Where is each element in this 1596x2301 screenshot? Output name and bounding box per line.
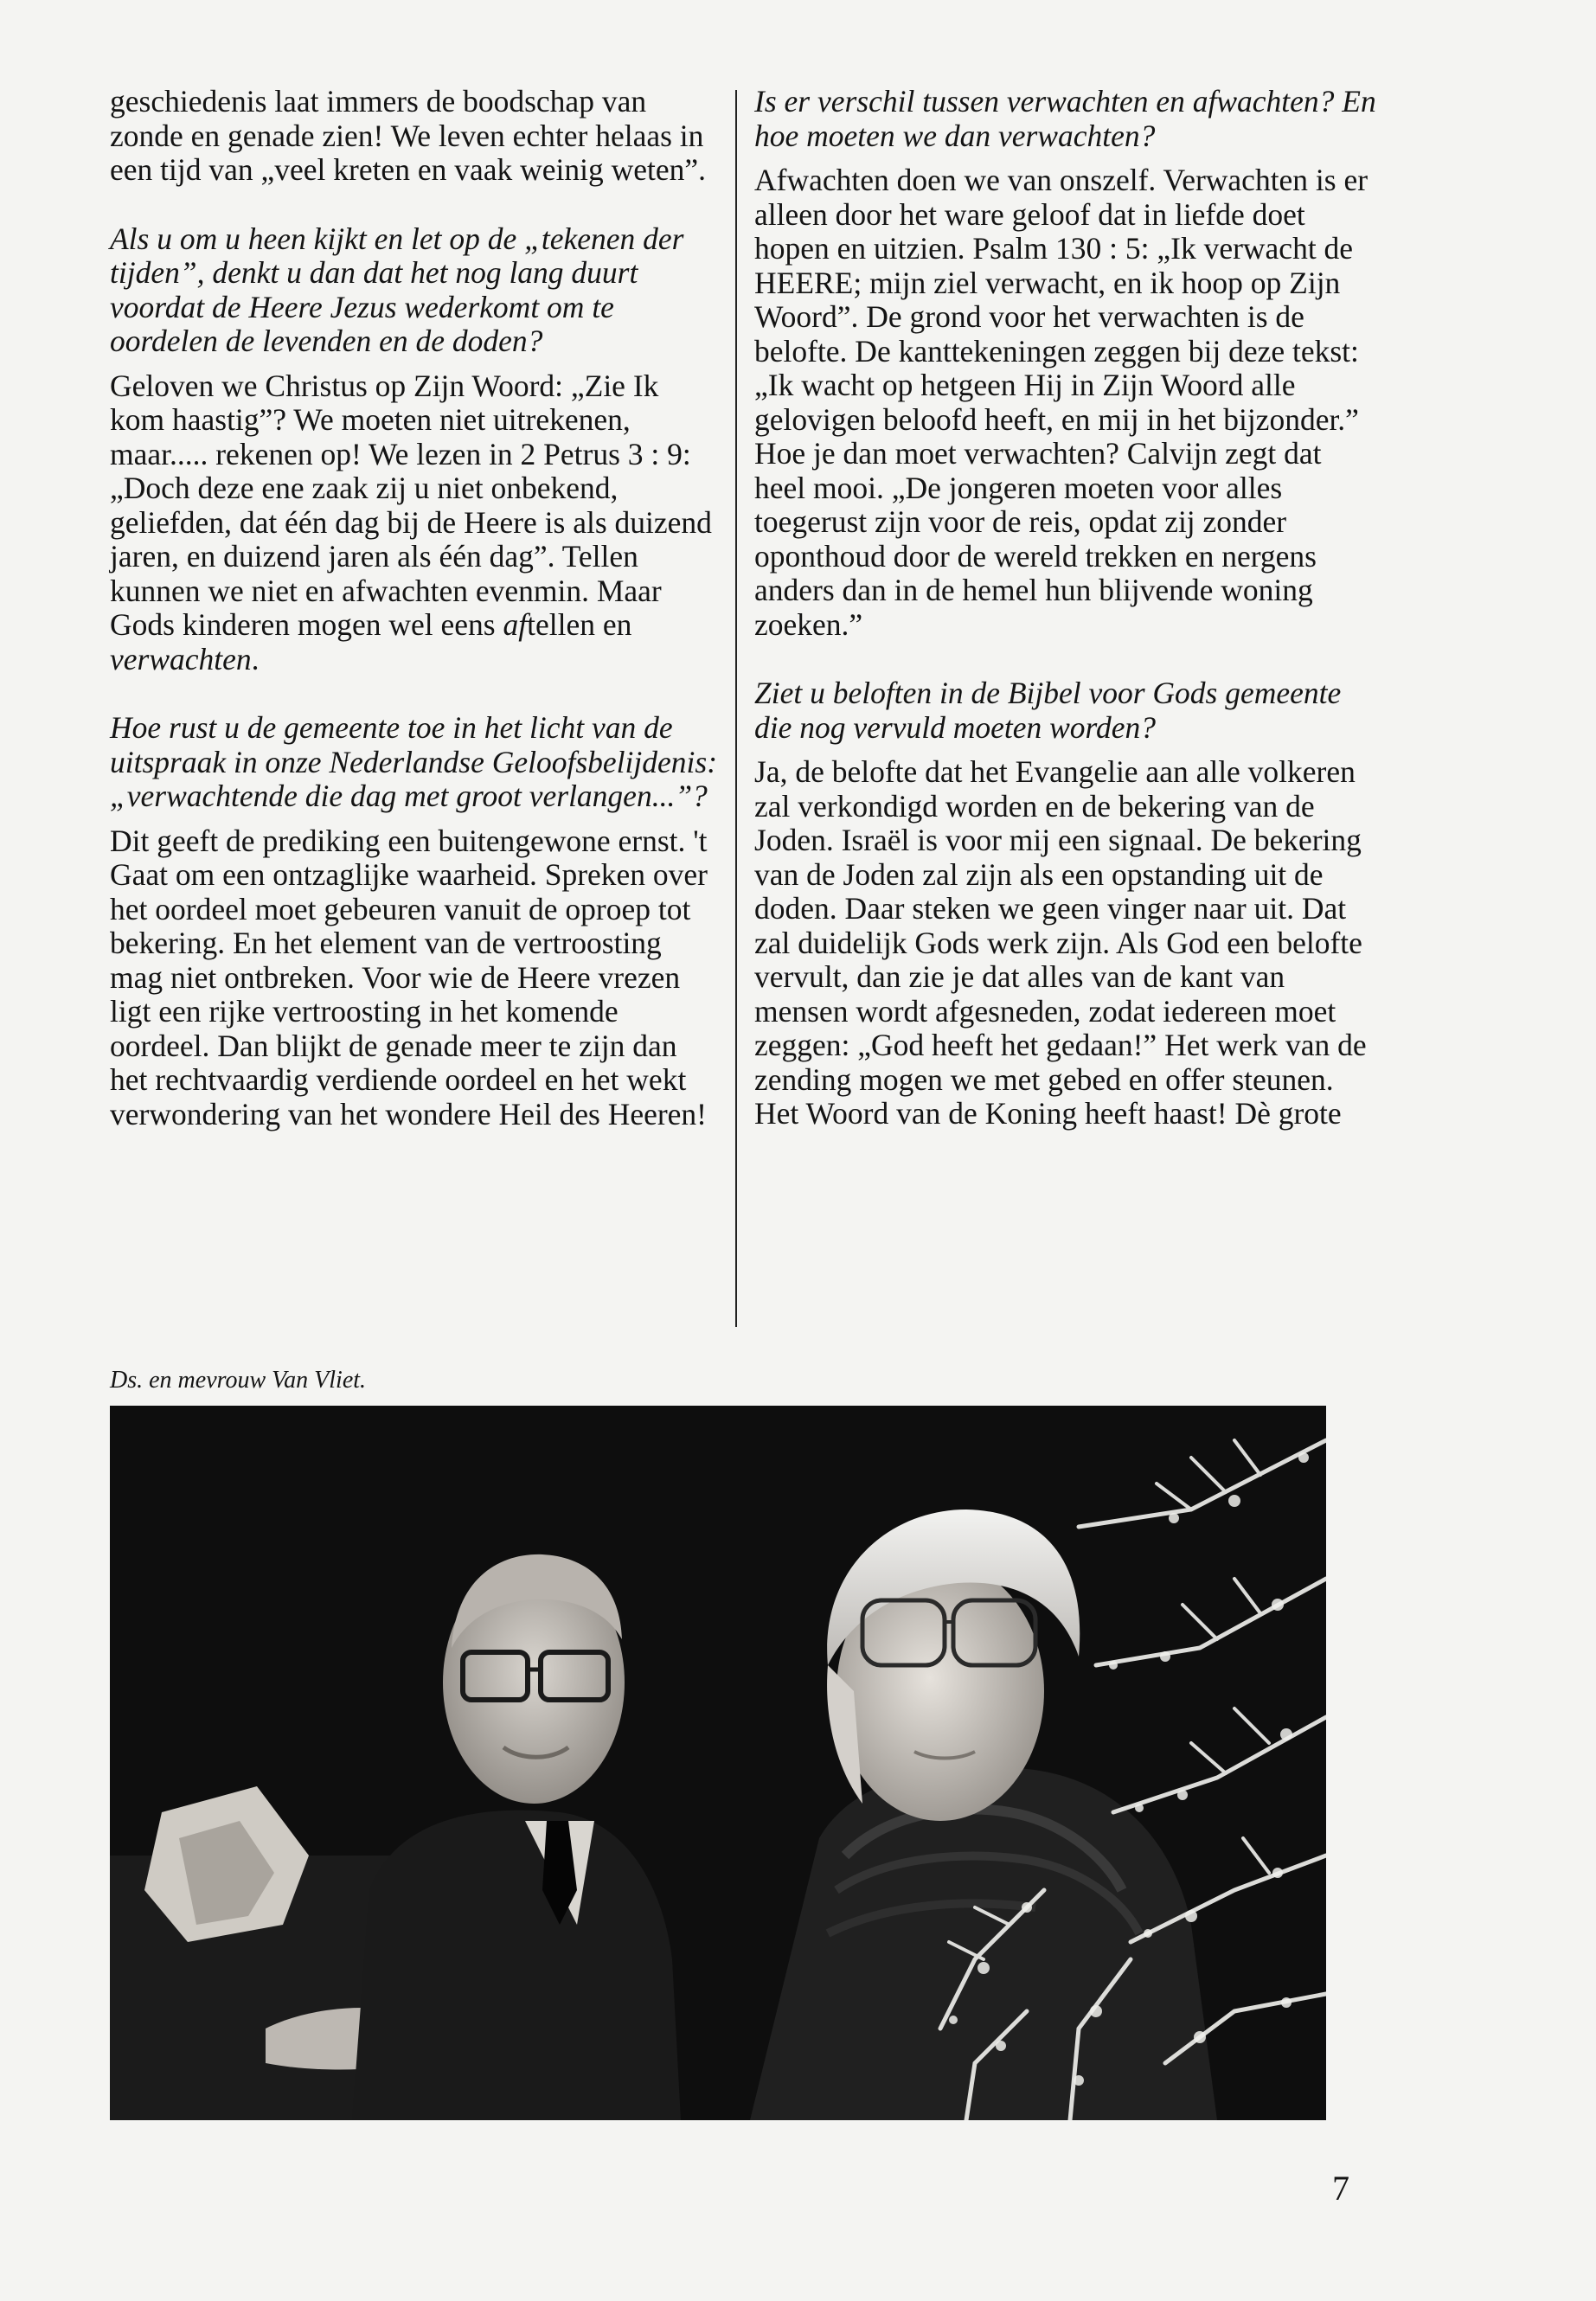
left-column: [110, 85, 720, 1131]
answer-promises: Ja, de belofte dat het Evangelie aan alle volkeren zal verkondigd worden en de bekering van de Joden. Israël is voor mij een signaal. De bekering van de Joden zal zijn als een opstanding uit de doden. Daar steken we geen vinger naar uit. Dat zal duidelijk Gods werk zijn. Als God een belofte vervult, dan zie je dat alles van de kant van mensen wordt afgesneden, zodat iedereen moet zeggen: „God heeft het gedaan!” Het werk van de zending mogen we met gebed en offer steunen. Het Woord van de Koning heeft haast! Dè grote: [754, 754, 1367, 1131]
photo-caption: Ds. en mevrouw Van Vliet.: [110, 1367, 367, 1394]
question-expecting: Is er verschil tussen verwachten en afwachten? En hoe moeten we dan verwachten?: [754, 84, 1376, 153]
answer-signs-of-times: Geloven we Christus op Zijn Woord: „Zie Ik kom haastig”? We moeten niet uitrekenen, maar..... rekenen op! We lezen in 2 Petrus 3 : 9: „Doch deze ene zaak zij u niet onbekend, geliefden, dat één dag bij de Heere is als duizend jaren, en duizend jaren als één dag”. Tellen kunnen we niet en afwachten evenmin. Maar Gods kinderen mogen wel eens aftellen en verwachten.: [110, 368, 712, 676]
question-congregation: Hoe rust u de gemeente toe in het licht van de uitspraak in onze Nederlandse Geloofsbelijdenis: „verwachtende die dag met groot verlangen...”?: [110, 710, 718, 813]
column-divider: [735, 90, 737, 1327]
right-column: [754, 85, 1377, 1131]
photo: [110, 1406, 1326, 2120]
question-promises: Ziet u beloften in de Bijbel voor Gods gemeente die nog vervuld moeten worden?: [754, 676, 1342, 745]
page-number: 7: [1332, 2169, 1349, 2208]
answer-congregation: Dit geeft de prediking een buitengewone ernst. 't Gaat om een ontzaglijke waarheid. Spreken over het oordeel moet gebeuren vanuit de oproep tot bekering. En het element van de vertroosting mag niet ontbreken. Voor wie de Heere vrezen ligt een rijke vertroosting in het komende oordeel. Dan blijkt de genade meer te zijn dan het rechtvaardig verdiende oordeel en het wekt verwondering van het wondere Heil des Heeren!: [110, 823, 708, 1131]
question-signs-of-times: Als u om u heen kijkt en let op de „tekenen der tijden”, denkt u dan dat het nog lang duurt voordat de Heere Jezus wederkomt om te oordelen de levenden en de doden?: [110, 221, 684, 358]
photo-illustration: [110, 1406, 1326, 2120]
paragraph-intro: geschiedenis laat immers de boodschap van zonde en genade zien! We leven echter helaas in een tijd van „veel kreten en vaak weinig weten”.: [110, 84, 706, 187]
answer-expecting: Afwachten doen we van onszelf. Verwachten is er alleen door het ware geloof dat in liefde doet hopen en uitzien. Psalm 130 : 5: „Ik verwacht de HEERE; mijn ziel verwacht, en ik hoop op Zijn Woord”. De grond voor het verwachten is de belofte. De kanttekeningen zeggen bij deze tekst: „Ik wacht op hetgeen Hij in Zijn Woord alle gelovigen beloofd heeft, en mij in het bijzonder.” Hoe je dan moet verwachten? Calvijn zegt dat heel mooi. „De jongeren moeten voor alles toegerust zijn voor de reis, opdat zij zonder oponthoud door de wereld trekken en nergens anders dan in de hemel hun blijvende woning zoeken.”: [754, 163, 1368, 642]
